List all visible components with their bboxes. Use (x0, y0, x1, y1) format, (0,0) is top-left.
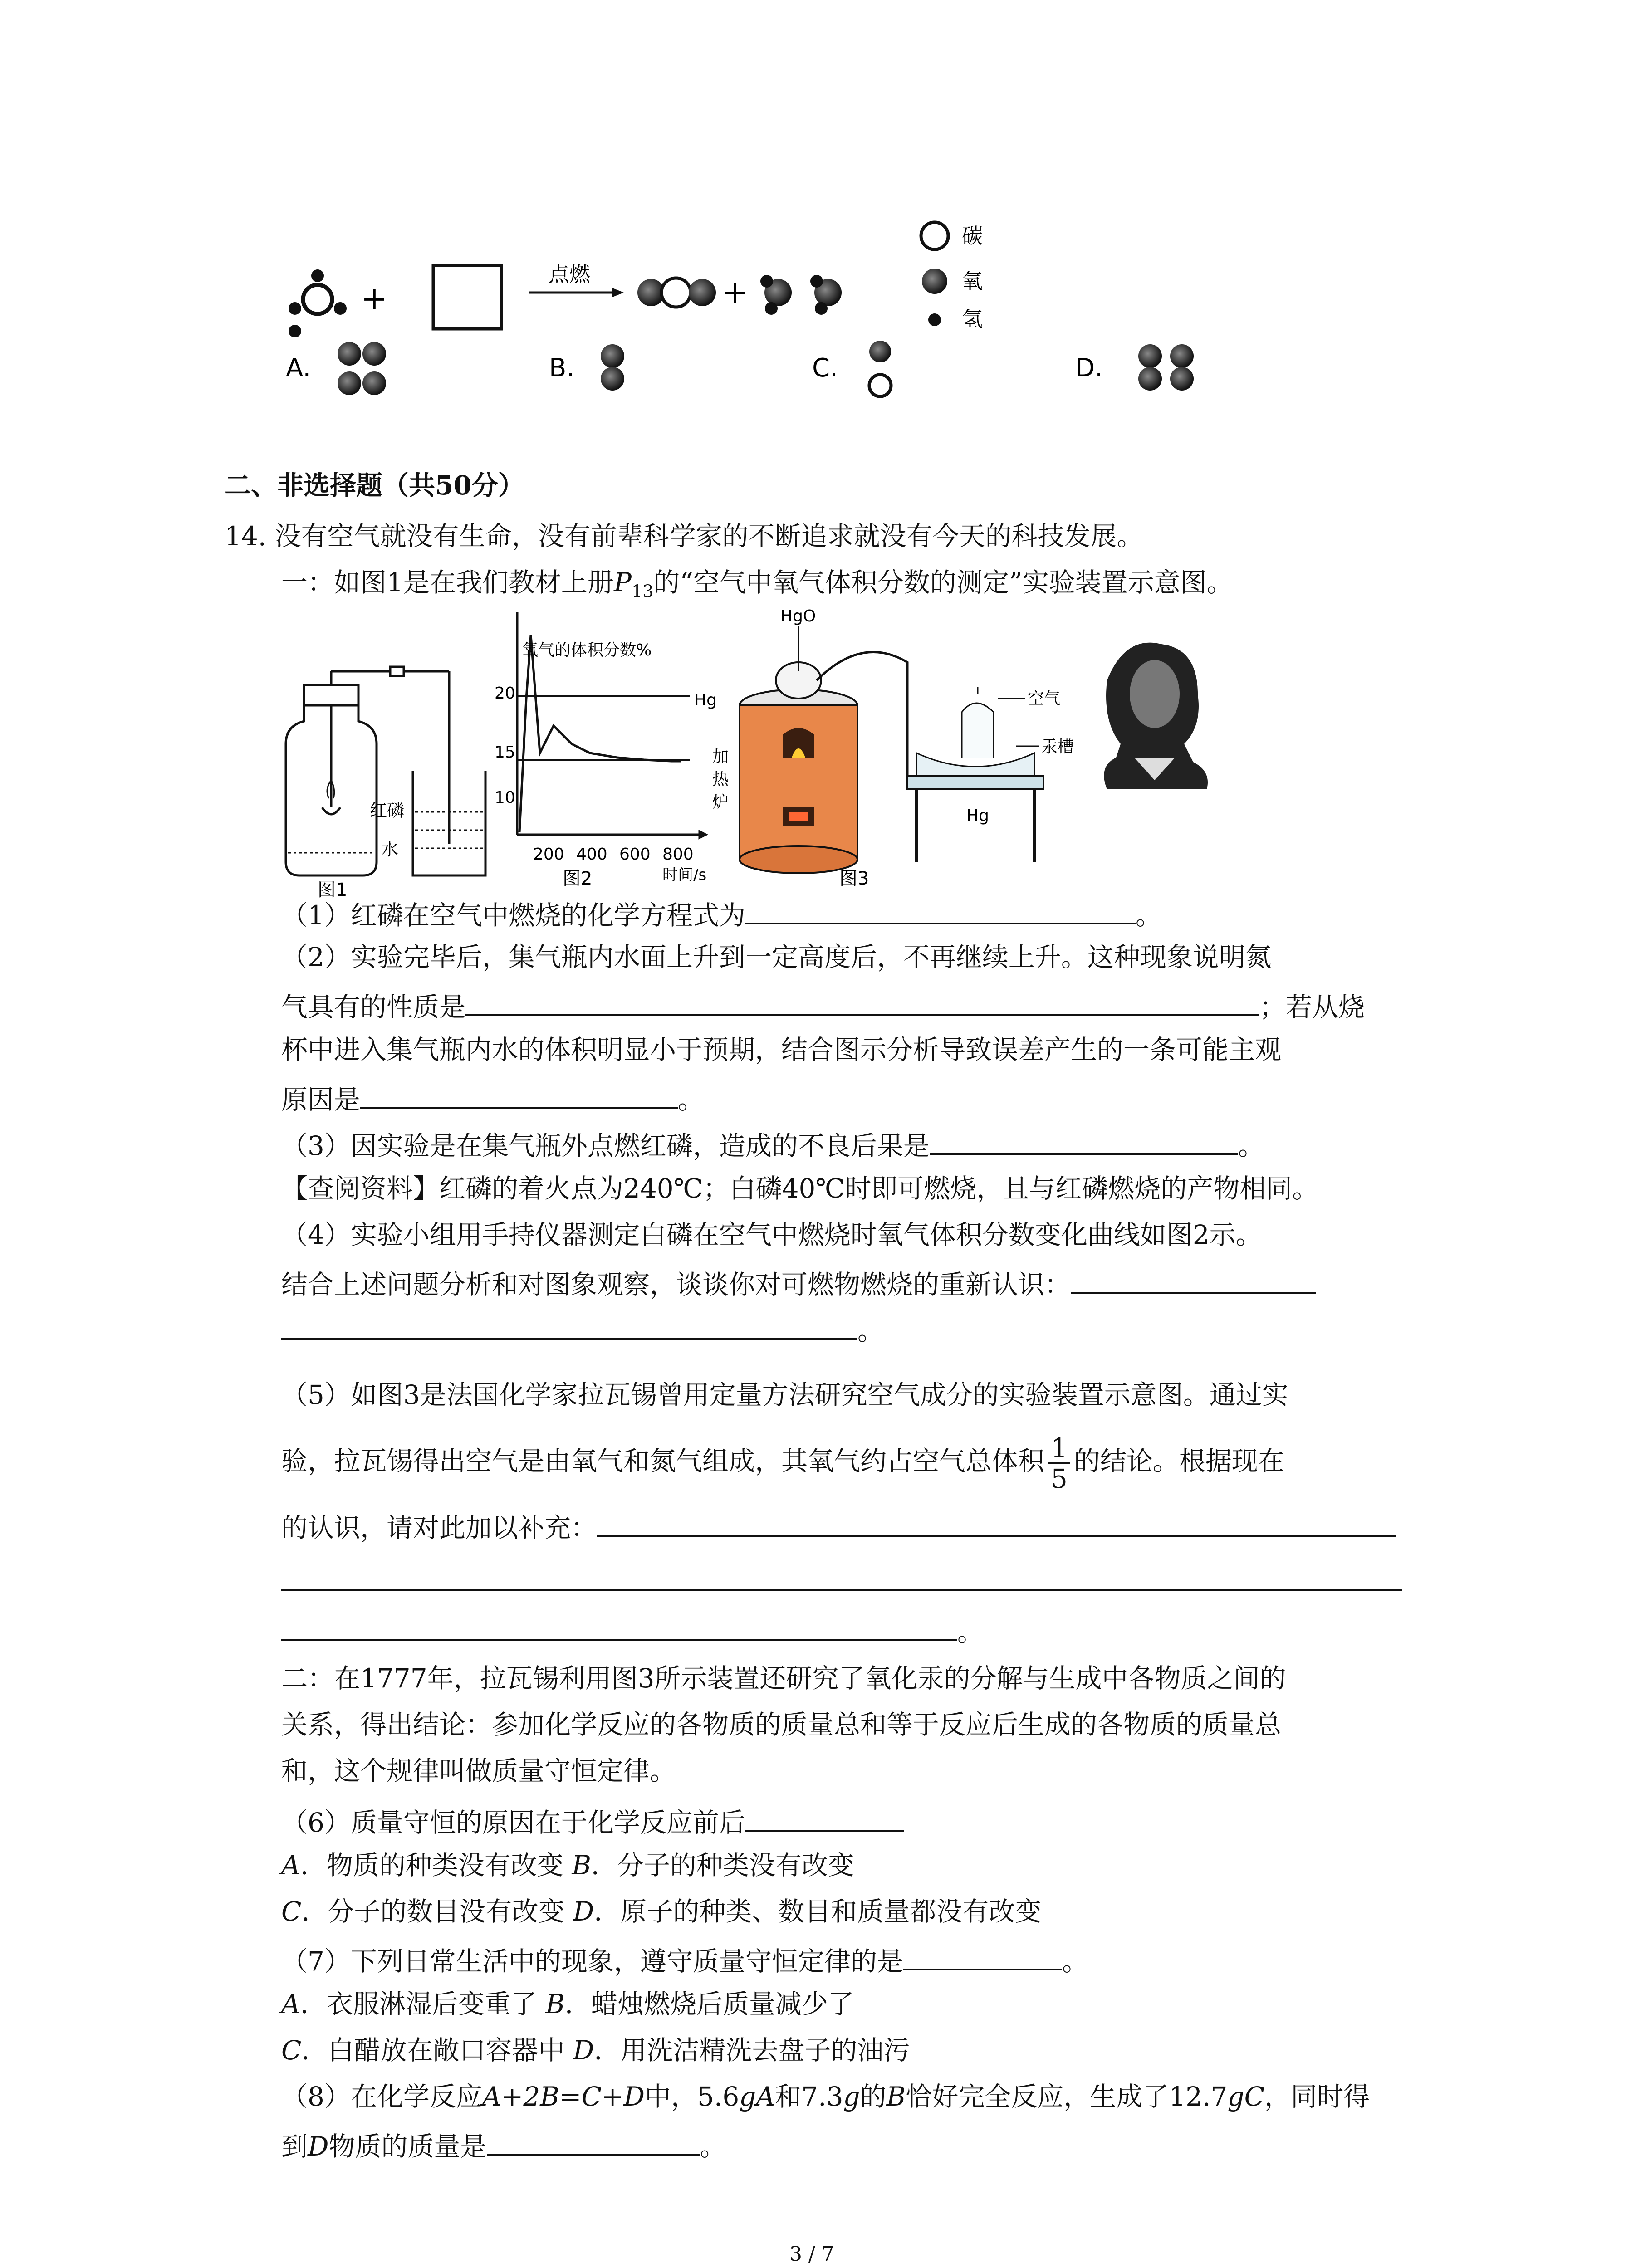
fig3-caption: 图3 (839, 868, 869, 889)
q14-info: 【查阅资料】红磷的着火点为240℃；白磷40℃时即可燃烧，且与红磷燃烧的产物相同。 (281, 1173, 1319, 1204)
fig2-ytick-20: 20 (495, 684, 515, 703)
fig2-ytick-15: 15 (495, 743, 515, 762)
svg-text:氢: 氢 (962, 307, 983, 332)
q14-s5-d (281, 1560, 1402, 1600)
q14-stem: 14. 没有空气就没有生命，没有前辈科学家的不断追求就没有今天的科技发展。 (225, 521, 1143, 552)
fig1-caption: 图1 (318, 880, 348, 898)
option-b-molecule (601, 344, 624, 391)
q14-s5-b: 验，拉瓦锡得出空气是由氧气和氮气组成，其氧气约占空气总体积 $\frac{1}{5}$ 的结论。根据现在 (281, 1432, 1284, 1494)
unknown-box (433, 265, 501, 329)
product-molecule-2 (760, 275, 842, 315)
option-a-label: A. (286, 353, 311, 383)
fig1-label-phosphorus: 红磷 (370, 801, 405, 821)
q14-s1: （1）红磷在空气中燃烧的化学方程式为 。 (281, 894, 1162, 934)
fig2-ylabel: 氧气的体积分数% (522, 641, 652, 660)
q14-s5-e: 。 (281, 1610, 984, 1650)
q14-s5-a: （5）如图3是法国化学家拉瓦锡曾用定量方法研究空气成分的实验装置示意图。通过实 (281, 1379, 1288, 1410)
fraction-one-fifth: $\frac{1}{5}$ (1048, 1433, 1070, 1493)
answer-blank-2b[interactable] (360, 1078, 678, 1109)
q14-s5-c: 的认识，请对此加以补充： (281, 1506, 1396, 1546)
q14-part1-intro: 一：如图1是在我们教材上册$P_{13}$的“空气中氧气体积分数的测定”实验装置示意图。 (281, 567, 1233, 601)
option-c-label: C. (812, 353, 838, 383)
page-number: 3 / 7 (789, 2243, 834, 2266)
q14-s6: （6）质量守恒的原因在于化学反应前后 (281, 1801, 904, 1841)
fig2-xlabel: 时间/s (662, 866, 707, 884)
reactant-molecule (289, 269, 347, 337)
q14-s3: （3）因实验是在集气瓶外点燃红磷，造成的不良后果是 。 (281, 1124, 1264, 1164)
q14-s2-b: 气具有的性质是 ；若从烧 (281, 985, 1365, 1025)
q14-s6-options-cd: C．分子的数目没有改变 D．原子的种类、数目和质量都没有改变 (281, 1896, 1042, 1927)
q14-s6-options-ab: A．物质的种类没有改变 B．分子的种类没有改变 (281, 1850, 854, 1881)
option-a-molecules (338, 342, 386, 395)
svg-text:碳: 碳 (962, 224, 983, 248)
fig3-label-trough: 汞槽 (1041, 738, 1074, 756)
answer-blank-4a[interactable] (1071, 1263, 1316, 1294)
fig3-trough (907, 687, 1043, 862)
fig2-xtick-200: 200 (533, 845, 564, 864)
fig3-label-furnace-1: 加 (712, 748, 729, 766)
q14-s7: （7）下列日常生活中的现象，遵守质量守恒定律的是 。 (281, 1940, 1088, 1980)
option-c-molecule (869, 341, 891, 396)
answer-blank-1[interactable] (745, 894, 1136, 924)
fig3-label-air: 空气 (1028, 689, 1061, 708)
option-b-label: B. (549, 353, 575, 383)
answer-blank-5a[interactable] (597, 1506, 1396, 1537)
q14-s4-b: 结合上述问题分析和对图象观察，谈谈你对可燃物燃烧的重新认识： (281, 1263, 1316, 1303)
q14-s2-c: 杯中进入集气瓶内水的体积明显小于预期，结合图示分析导致误差产生的一条可能主观 (281, 1034, 1282, 1065)
arrow-label: 点燃 (549, 262, 590, 286)
fig2-xtick-600: 600 (619, 845, 651, 864)
plus-sign-2: + (721, 274, 749, 311)
fig2-ytick-10: 10 (495, 788, 515, 807)
q14-part2-b: 关系，得出结论：参加化学反应的各物质的质量总和等于反应后生成的各物质的质量总 (281, 1709, 1282, 1740)
fig3-label-hg-bottom: Hg (966, 807, 989, 825)
q14-s7-options-ab: A．衣服淋湿后变重了 B．蜡烛燃烧后质量减少了 (281, 1989, 854, 2019)
answer-blank-6[interactable] (745, 1801, 904, 1832)
q14-s4-a: （4）实验小组用手持仪器测定白磷在空气中燃烧时氧气体积分数变化曲线如图2示。 (281, 1219, 1262, 1250)
answer-blank-5c[interactable] (281, 1610, 957, 1641)
fig2-xtick-800: 800 (662, 845, 694, 864)
fig3-label-furnace-3: 炉 (712, 793, 729, 811)
legend (921, 222, 983, 332)
answer-blank-4b[interactable] (281, 1309, 857, 1340)
svg-text:氧: 氧 (962, 269, 983, 293)
fig1-label-water: 水 (381, 839, 399, 859)
answer-blank-5b[interactable] (281, 1560, 1402, 1591)
q14-s8-b: 到D物质的质量是 。 (281, 2125, 726, 2165)
q13-molecule-figure (254, 200, 1298, 426)
q14-s2-d: 原因是 。 (281, 1078, 704, 1118)
q14-s7-options-cd: C．白醋放在敞口容器中 D．用洗洁精洗去盘子的油污 (281, 2035, 910, 2066)
fig3-furnace (740, 626, 907, 873)
lavoisier-portrait (1104, 643, 1208, 789)
option-d-molecules (1138, 344, 1194, 391)
answer-blank-3[interactable] (930, 1124, 1238, 1155)
answer-blank-2a[interactable] (465, 985, 1259, 1016)
fig3-label-hgo: HgO (780, 608, 816, 626)
fig3-label-hg-left: Hg (694, 691, 717, 709)
fig3-label-furnace-2: 热 (712, 770, 729, 789)
plus-sign-1: + (361, 280, 388, 317)
q14-part2-c: 和，这个规律叫做质量守恒定律。 (281, 1755, 676, 1786)
q14-part2-a: 二：在1777年，拉瓦锡利用图3所示装置还研究了氧化汞的分解与生成中各物质之间的 (281, 1663, 1286, 1694)
answer-blank-8[interactable] (487, 2125, 700, 2156)
section-title: 二、非选择题（共50分） (225, 470, 524, 501)
q14-s8-a: （8）在化学反应A+2B=C+D中，5.6gA和7.3g的B恰好完全反应，生成了12.7gC，同时得 (281, 2081, 1370, 2112)
q14-s4-c: 。 (281, 1309, 884, 1349)
product-molecule-1 (637, 278, 716, 307)
fig2-caption: 图2 (563, 868, 593, 889)
answer-blank-7[interactable] (903, 1940, 1062, 1970)
fig2-xtick-400: 400 (576, 845, 607, 864)
option-d-label: D. (1075, 353, 1103, 383)
q14-s2-a: （2）实验完毕后，集气瓶内水面上升到一定高度后，不再继续上升。这种现象说明氮 (281, 942, 1272, 973)
q14-experiment-figures (272, 608, 1216, 898)
